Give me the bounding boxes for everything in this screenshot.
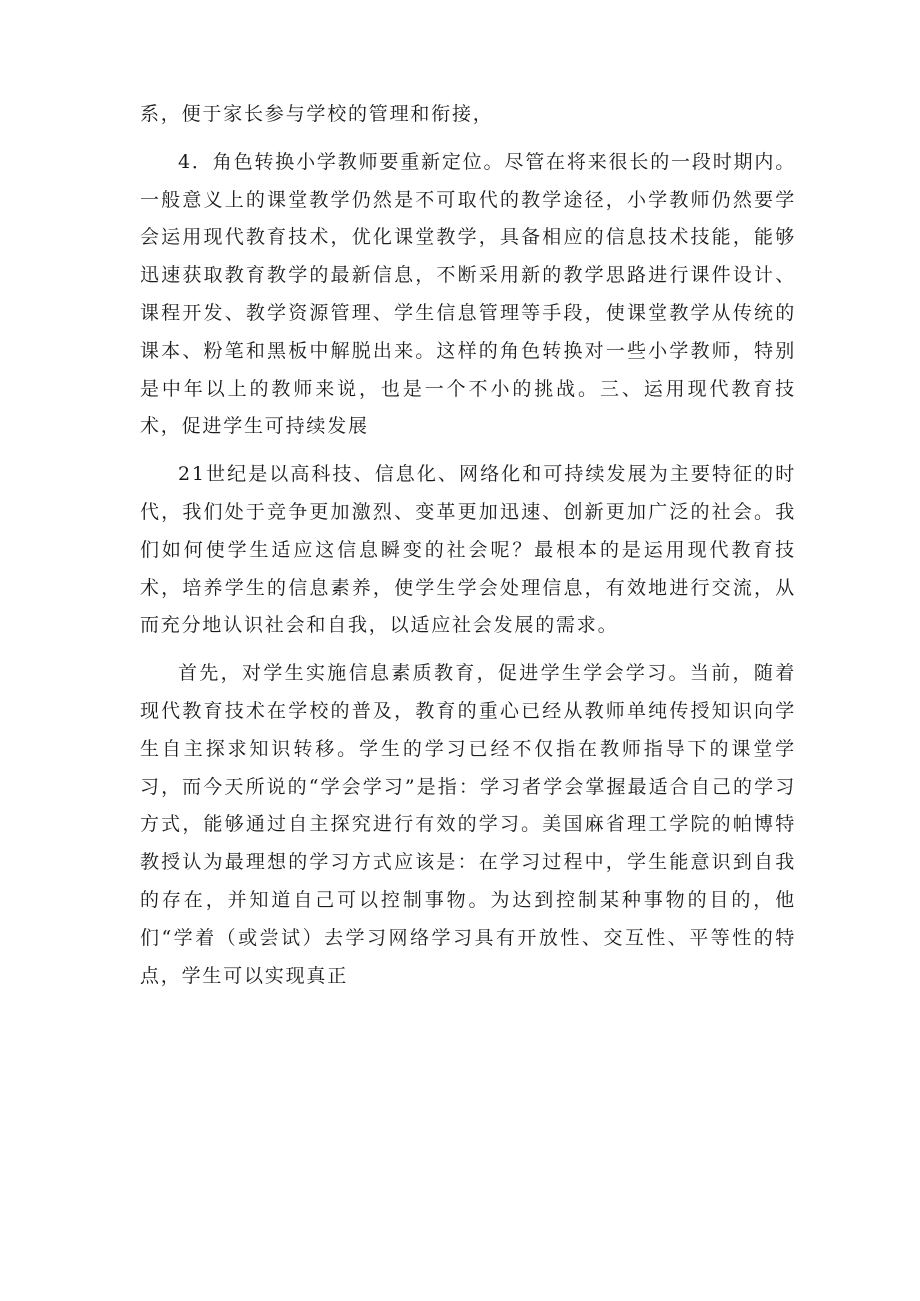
document-body [140, 96, 796, 1005]
paragraph-information-literacy: 首先，对学生实施信息素质教育，促进学生学会学习。当前，随着现代教育技术在学校的普及，教育的重心已经从教师单纯传授知识向学生自主探求知识转移。学生的学习已经不仅指在教师指导下的课堂学习，而今天所说的“学会学习”是指：学习者学会掌握最适合自己的学习方式，能够通过自主探究进行有效的学习。美国麻省理工学院的帕博特教授认为最理想的学习方式应该是：在学习过程中，学生能意识到自我的存在，并知道自己可以控制事物。为达到控制某种事物的目的，他们“学着（或尝试）去学习网络学习具有开放性、交互性、平等性的特点，学生可以实现真正 [140, 662, 796, 987]
paragraph-21st-century: 21世纪是以高科技、信息化、网络化和可持续发展为主要特征的时代，我们处于竞争更加激烈、变革更加迅速、创新更加广泛的社会。我们如何使学生适应这信息瞬变的社会呢？最根本的是运用现代教育技术，培养学生的信息素养，使学生学会处理信息，有效地进行交流，从而充分地认识社会和自我，以适应社会发展的需求。 [140, 463, 796, 637]
paragraph-role-change: 4．角色转换小学教师要重新定位。尽管在将来很长的一段时期内。一般意义上的课堂教学仍然是不可取代的教学途径，小学教师仍然要学会运用现代教育技术，优化课堂教学，具备相应的信息技术技能，能够迅速获取教育教学的最新信息，不断采用新的教学思路进行课件设计、课程开发、教学资源管理、学生信息管理等手段，使课堂教学从传统的课本、粉笔和黑板中解脱出来。这样的角色转换对一些小学教师，特别是中年以上的教师来说，也是一个不小的挑战。三、运用现代教育技术，促进学生可持续发展 [140, 150, 796, 438]
paragraph-continuation: 系，便于家长参与学校的管理和衔接， [140, 103, 494, 125]
